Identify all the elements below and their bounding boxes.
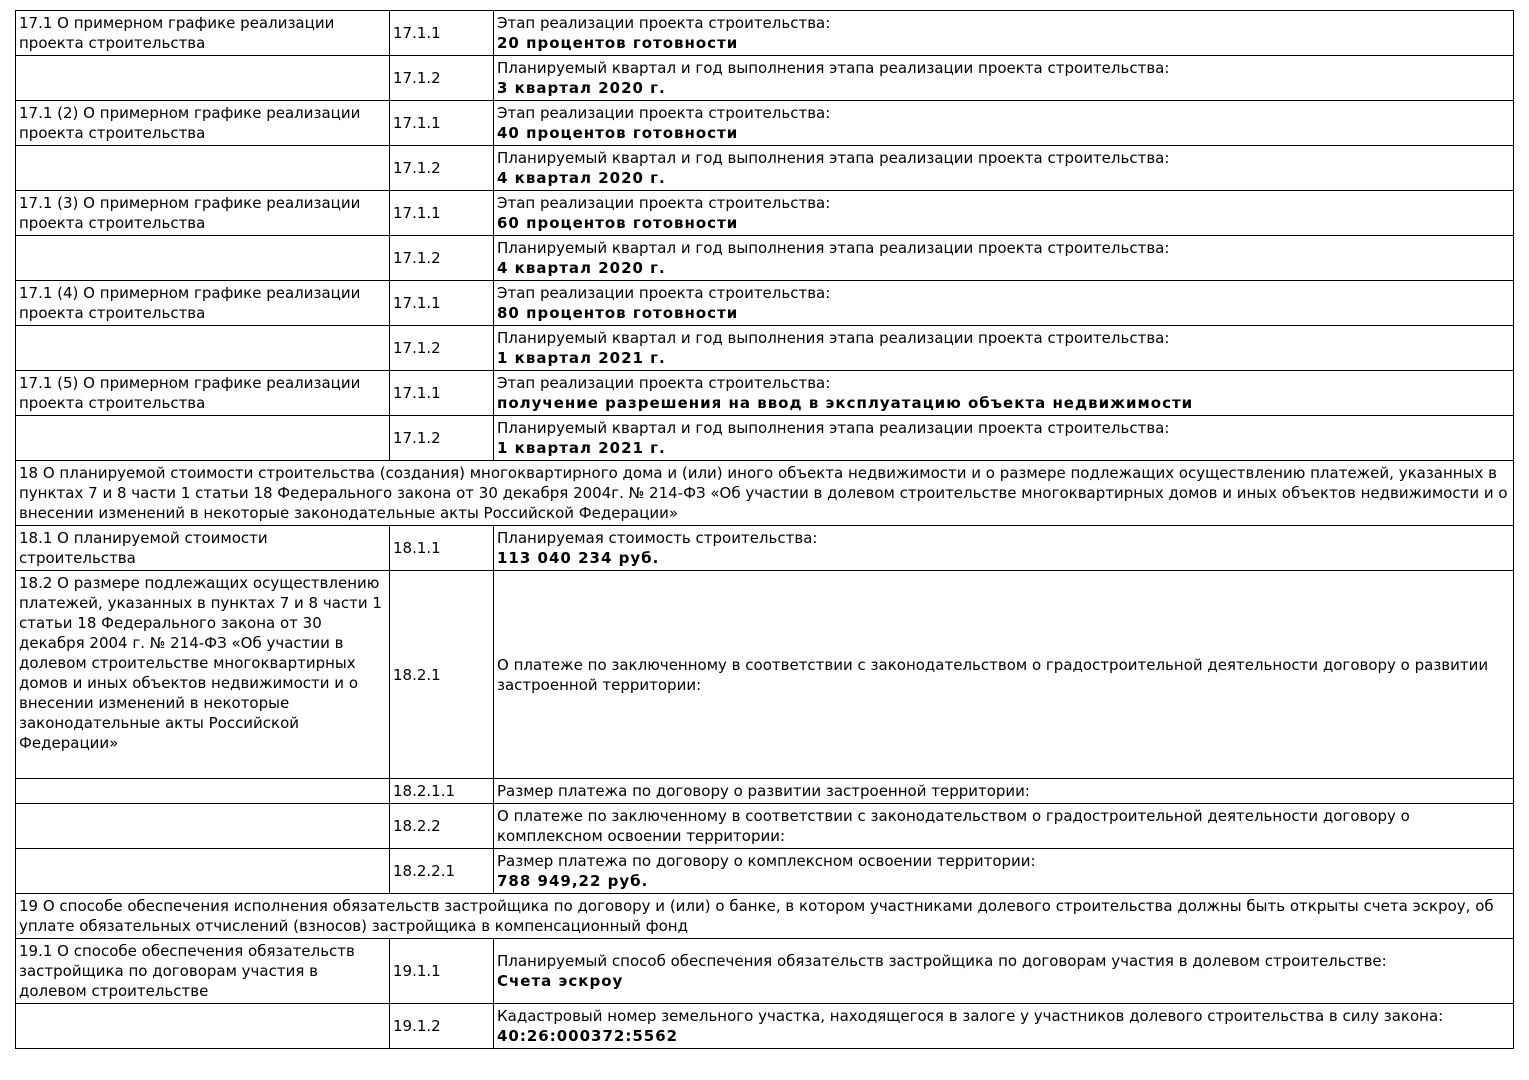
item-number-cell: 17.1.2 bbox=[390, 416, 494, 461]
item-content-cell bbox=[494, 526, 1514, 571]
table-row bbox=[16, 849, 1514, 894]
section-name-cell: 17.1 О примерном графике реализации проекта строительства bbox=[16, 11, 390, 56]
item-number-cell: 18.2.2.1 bbox=[390, 849, 494, 894]
item-content-cell bbox=[494, 849, 1514, 894]
item-label: Планируемый способ обеспечения обязательств застройщика по договорам участия в долевом строительстве: bbox=[497, 952, 1387, 970]
item-value: 788 949,22 руб. bbox=[497, 872, 649, 890]
section-title: 18 О планируемой стоимости строительства (создания) многоквартирного дома и (или) иного объекта недвижимости и о размере подлежащих осуществлению платежей, указанных в пунктах 7 и 8 части 1 статьи 18 Федерального закона от 30 декабря 2004г. № 214-ФЗ «Об участии в долевом строительстве многоквартирных домов и иных объектов недвижимости и о внесении изменений в некоторые законодательные акты Российской Федерации» bbox=[16, 461, 1514, 526]
item-value: 4 квартал 2020 г. bbox=[497, 259, 666, 277]
item-value: 3 квартал 2020 г. bbox=[497, 79, 666, 97]
item-content-cell bbox=[494, 371, 1514, 416]
item-value: 80 процентов готовности bbox=[497, 304, 739, 322]
table-row bbox=[16, 1004, 1514, 1049]
item-label: Кадастровый номер земельного участка, находящегося в залоге у участников долевого строительства в силу закона: bbox=[497, 1007, 1444, 1025]
table-row bbox=[16, 56, 1514, 101]
item-value: 4 квартал 2020 г. bbox=[497, 169, 666, 187]
section-header-row bbox=[16, 461, 1514, 526]
section-name-cell bbox=[16, 1004, 390, 1049]
item-number-cell: 19.1.2 bbox=[390, 1004, 494, 1049]
item-number-cell: 17.1.2 bbox=[390, 56, 494, 101]
item-label: Этап реализации проекта строительства: bbox=[497, 104, 831, 122]
item-content-cell bbox=[494, 191, 1514, 236]
item-label: Этап реализации проекта строительства: bbox=[497, 374, 831, 392]
item-label: Этап реализации проекта строительства: bbox=[497, 194, 831, 212]
item-content-cell bbox=[494, 281, 1514, 326]
table-row bbox=[16, 236, 1514, 281]
item-content-cell bbox=[494, 326, 1514, 371]
table-row bbox=[16, 11, 1514, 56]
item-value: 1 квартал 2021 г. bbox=[497, 439, 666, 457]
section-name-cell: 17.1 (3) О примерном графике реализации проекта строительства bbox=[16, 191, 390, 236]
item-value: 1 квартал 2021 г. bbox=[497, 349, 666, 367]
item-content-cell bbox=[494, 11, 1514, 56]
item-number-cell: 18.2.2 bbox=[390, 804, 494, 849]
section-name-cell: 18.1 О планируемой стоимости строительства bbox=[16, 526, 390, 571]
section-name-cell bbox=[16, 146, 390, 191]
section-name-cell bbox=[16, 779, 390, 804]
section-name-cell bbox=[16, 849, 390, 894]
table-row bbox=[16, 146, 1514, 191]
table-row bbox=[16, 571, 1514, 779]
item-label: Планируемый квартал и год выполнения этапа реализации проекта строительства: bbox=[497, 59, 1170, 77]
item-content-cell bbox=[494, 804, 1514, 849]
item-value: 40:26:000372:5562 bbox=[497, 1027, 679, 1045]
section-name-cell bbox=[16, 56, 390, 101]
table-row bbox=[16, 326, 1514, 371]
item-number-cell: 18.2.1 bbox=[390, 571, 494, 779]
item-label: О платеже по заключенному в соответствии с законодательством о градостроительной деятельности договору о развитии застроенной территории: bbox=[497, 655, 1489, 694]
section-name-cell: 18.2 О размере подлежащих осуществлению платежей, указанных в пунктах 7 и 8 части 1 статьи 18 Федерального закона от 30 декабря 2004 г. № 214-ФЗ «Об участии в долевом строительстве многоквартирных домов и иных объектов недвижимости и о внесении изменений в некоторые законодательные акты Российской Федерации» bbox=[16, 571, 390, 779]
section-name-cell bbox=[16, 416, 390, 461]
section-title: 19 О способе обеспечения исполнения обязательств застройщика по договору и (или) о банке, в котором участниками долевого строительства должны быть открыты счета эскроу, об уплате обязательных отчислений (взносов) застройщика в компенсационный фонд bbox=[16, 894, 1514, 939]
table-row bbox=[16, 101, 1514, 146]
section-name-cell: 19.1 О способе обеспечения обязательств застройщика по договорам участия в долевом строительстве bbox=[16, 939, 390, 1004]
document-table bbox=[15, 10, 1514, 1049]
item-label: Планируемая стоимость строительства: bbox=[497, 529, 818, 547]
section-header-row bbox=[16, 894, 1514, 939]
item-label: Этап реализации проекта строительства: bbox=[497, 284, 831, 302]
item-value: 113 040 234 руб. bbox=[497, 549, 660, 567]
item-content-cell bbox=[494, 571, 1514, 779]
item-content-cell bbox=[494, 416, 1514, 461]
item-content-cell bbox=[494, 939, 1514, 1004]
item-number-cell: 19.1.1 bbox=[390, 939, 494, 1004]
item-number-cell: 18.2.1.1 bbox=[390, 779, 494, 804]
table-row bbox=[16, 281, 1514, 326]
section-name-cell bbox=[16, 326, 390, 371]
item-value: 60 процентов готовности bbox=[497, 214, 739, 232]
item-label: Размер платежа по договору о комплексном освоении территории: bbox=[497, 852, 1036, 870]
table-row bbox=[16, 804, 1514, 849]
item-label: Планируемый квартал и год выполнения этапа реализации проекта строительства: bbox=[497, 239, 1170, 257]
item-label: О платеже по заключенному в соответствии с законодательством о градостроительной деятельности договору о комплексном освоении территории: bbox=[497, 807, 1410, 845]
item-number-cell: 17.1.1 bbox=[390, 191, 494, 236]
item-label: Планируемый квартал и год выполнения этапа реализации проекта строительства: bbox=[497, 329, 1170, 347]
item-number-cell: 17.1.2 bbox=[390, 146, 494, 191]
item-number-cell: 17.1.2 bbox=[390, 326, 494, 371]
item-number-cell: 17.1.1 bbox=[390, 11, 494, 56]
item-content-cell bbox=[494, 146, 1514, 191]
table-row bbox=[16, 416, 1514, 461]
table-row bbox=[16, 371, 1514, 416]
item-content-cell bbox=[494, 236, 1514, 281]
item-number-cell: 18.1.1 bbox=[390, 526, 494, 571]
section-name-cell bbox=[16, 236, 390, 281]
table-row bbox=[16, 779, 1514, 804]
item-content-cell bbox=[494, 1004, 1514, 1049]
item-label: Этап реализации проекта строительства: bbox=[497, 14, 831, 32]
item-value: получение разрешения на ввод в эксплуатацию объекта недвижимости bbox=[497, 394, 1194, 412]
item-number-cell: 17.1.1 bbox=[390, 101, 494, 146]
table-row bbox=[16, 191, 1514, 236]
section-name-cell: 17.1 (4) О примерном графике реализации проекта строительства bbox=[16, 281, 390, 326]
item-label: Планируемый квартал и год выполнения этапа реализации проекта строительства: bbox=[497, 419, 1170, 437]
item-label: Планируемый квартал и год выполнения этапа реализации проекта строительства: bbox=[497, 149, 1170, 167]
table-row bbox=[16, 939, 1514, 1004]
table-row bbox=[16, 526, 1514, 571]
item-content-cell bbox=[494, 779, 1514, 804]
item-number-cell: 17.1.1 bbox=[390, 371, 494, 416]
item-number-cell: 17.1.1 bbox=[390, 281, 494, 326]
item-content-cell bbox=[494, 56, 1514, 101]
item-number-cell: 17.1.2 bbox=[390, 236, 494, 281]
item-content-cell bbox=[494, 101, 1514, 146]
section-name-cell bbox=[16, 804, 390, 849]
item-label: Размер платежа по договору о развитии застроенной территории: bbox=[497, 782, 1030, 800]
item-value: 40 процентов готовности bbox=[497, 124, 739, 142]
section-name-cell: 17.1 (5) О примерном графике реализации проекта строительства bbox=[16, 371, 390, 416]
section-name-cell: 17.1 (2) О примерном графике реализации проекта строительства bbox=[16, 101, 390, 146]
item-value: Счета эскроу bbox=[497, 972, 624, 990]
item-value: 20 процентов готовности bbox=[497, 34, 739, 52]
